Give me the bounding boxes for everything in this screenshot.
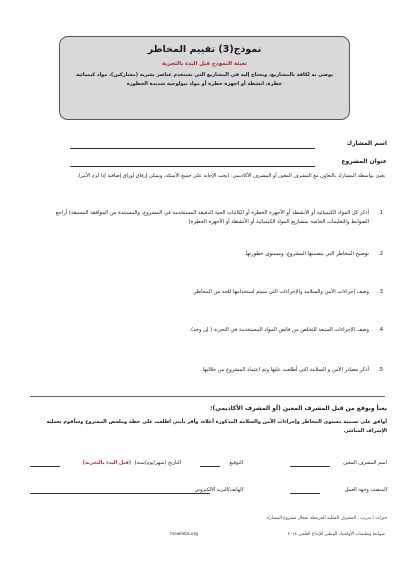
list-item xyxy=(40,209,383,227)
date-note: (قبل البدء بالتجربة) xyxy=(82,460,131,466)
item-number: 4. xyxy=(378,327,383,333)
phone-email-label: الهاتف/البريد الالكتروني xyxy=(194,487,243,493)
item-number: 3. xyxy=(378,289,383,295)
list-item xyxy=(40,366,383,375)
list-item xyxy=(40,326,383,335)
form-header-box xyxy=(59,36,350,120)
project-title-label: عنوان المشروع xyxy=(341,158,387,165)
supervisor-declaration: أوافق على تسمية مستوى المخاطر وإجراءات الأمن والسلامة المذكورة أعلاه، وأقر بأنني اطلعت على خطة وملخص المشروع وسأقوم بعملية الإشراف المباشر. xyxy=(46,419,387,434)
item-number: 1. xyxy=(378,210,383,216)
supervisor-name-field[interactable] xyxy=(290,466,330,467)
form-intro: يوصى به لكافة بالمشاريع، ويحتاج إليه في المشاريع التي تستخدم عناصر بشرية (مشاركين)، مواد كيميائية خطرة، انشطة أو اجهزة خطرة أو مواد بيولوجية شديدة الخطورة xyxy=(75,72,333,87)
form-subtitle: تعبئة النموذج قبل البدء بالتجربة xyxy=(162,61,247,67)
signature-label: التوقيع xyxy=(229,460,243,466)
phone-email-field[interactable] xyxy=(30,493,210,494)
list-item xyxy=(40,288,383,297)
item-text: توضيح المخاطر التي يتضمنها المشروع، ومستوى خطورتها. xyxy=(244,251,369,257)
instructions-text: يعبئ بواسطة المشارك بالتعاون مع المشرف المعين أو المشرف الأكاديمي: (يجب الإجابة على جميع الأسئلة، ويمكن إرفاق أوراق إضافية إذا لزم الأمر). xyxy=(76,173,385,179)
footer-site: mawhiba.org xyxy=(170,532,199,537)
footer-rules: ضوابط وتعليمات الأولمبياد الوطني للإبداع العلمي ٢٠١٤ xyxy=(287,532,385,537)
project-title-field[interactable] xyxy=(70,166,315,167)
date-field[interactable] xyxy=(30,466,60,467)
item-text: أذكر كل المواد الكيميائية أو الأنشطة أو الأجهزة الخطرة أو الكائنات الحية الدقيقة المستخدمة في المشروع، والمستندة من الموافقة المسبقة) أراجع الضوابط والتعليمات الخاصة بمشاريع المواد الكيميائية أو الأنشطة أو الأجهزة الخطرة) xyxy=(55,210,369,225)
item-text: أذكر مصادر الأمن و السلامة التي أطلعت عليها وتم اعتماد المشروع من خلاليها . xyxy=(199,367,369,373)
role-field[interactable] xyxy=(290,493,320,494)
footer-note: خبرات / تدريب : المشرف العملية المرتبطة بمجال مشروع المشارك xyxy=(266,516,387,521)
item-text: وصف الإجراءات المتبعة للتخلص من فائض المواد المستخدمة في التجربة ( إن وجد). xyxy=(189,327,369,333)
participant-name-field[interactable] xyxy=(70,148,315,149)
section-divider xyxy=(30,396,385,397)
role-label: المنصب وجهة العمل xyxy=(344,487,387,493)
item-number: 5. xyxy=(378,367,383,373)
supervisor-section-title: يعبأ ويوقع من قبل المشرف المعين (أو المشرف الأكاديمي): xyxy=(210,405,387,412)
date-label: التاريخ (شهر/يوم/سنة) xyxy=(134,460,181,466)
item-number: 2. xyxy=(378,251,383,257)
signature-field[interactable] xyxy=(200,466,220,467)
list-item xyxy=(40,250,383,259)
supervisor-name-label: اسم المشرف المعين xyxy=(343,460,387,466)
form-title: نموذج(3) تقييم المخاطر xyxy=(147,44,262,55)
item-text: وصف إجراءات الأمن والسلامة والإجراءات التي سيتم استخدامها للحد من المخاطر. xyxy=(192,289,369,295)
participant-name-label: اسم المشارك xyxy=(346,140,387,147)
